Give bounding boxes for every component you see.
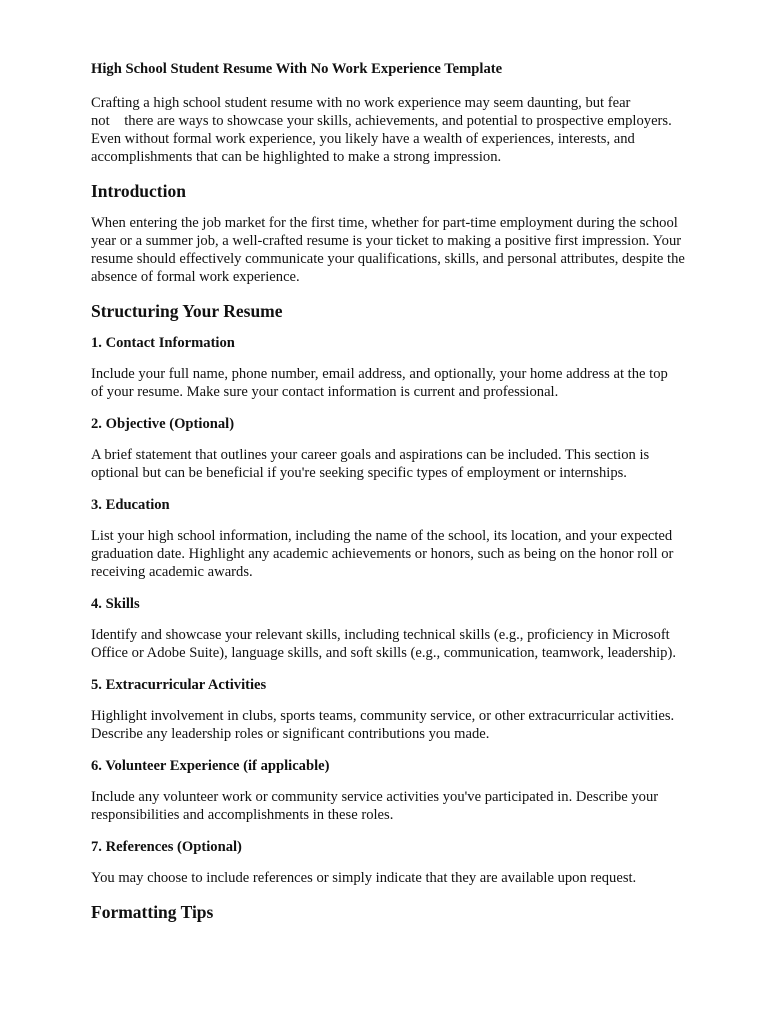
section-heading-references: 7. References (Optional) (91, 839, 242, 855)
text-line: Describe any leadership roles or significant contributions you made. (91, 726, 490, 742)
section-heading-objective: 2. Objective (Optional) (91, 416, 235, 432)
section-heading-education: 3. Education (91, 497, 170, 513)
text-line: year or a summer job, a well-crafted resume is your ticket to making a positive first impression. Your (91, 233, 682, 249)
section-paragraph-extracurricular (91, 707, 731, 743)
section-paragraph-skills (91, 626, 731, 662)
text-line: You may choose to include references or simply indicate that they are available upon request. (91, 870, 637, 886)
document-title: High School Student Resume With No Work Experience Template (91, 61, 503, 77)
intro-paragraph (91, 94, 731, 166)
text-line: absence of formal work experience. (91, 269, 300, 285)
section-paragraph-contact (91, 365, 731, 401)
section-heading-volunteer: 6. Volunteer Experience (if applicable) (91, 758, 330, 774)
text-line: of your resume. Make sure your contact information is current and professional. (91, 384, 559, 400)
text-line: Even without formal work experience, you likely have a wealth of experiences, interests, and (91, 131, 635, 147)
text-line: Identify and showcase your relevant skills, including technical skills (e.g., proficiency in Microsoft (91, 627, 670, 643)
text-line: accomplishments that can be highlighted to make a strong impression. (91, 149, 502, 165)
structuring-heading: Structuring Your Resume (91, 301, 283, 321)
text-line: optional but can be beneficial if you're seeking specific types of employment or internships. (91, 465, 627, 481)
section-paragraph-education (91, 527, 731, 581)
section-paragraph-objective (91, 446, 731, 482)
section-paragraph-references (91, 869, 731, 887)
text-line: not there are ways to showcase your skills, achievements, and potential to prospective employers. (91, 113, 672, 129)
text-line: Include your full name, phone number, email address, and optionally, your home address at the top (91, 366, 668, 382)
text-line: Include any volunteer work or community service activities you've participated in. Describe your (91, 789, 659, 805)
text-line: graduation date. Highlight any academic achievements or honors, such as being on the honor roll or (91, 546, 674, 562)
section-paragraph-volunteer (91, 788, 731, 824)
text-line: A brief statement that outlines your career goals and aspirations can be included. This section is (91, 447, 650, 463)
text-line: responsibilities and accomplishments in these roles. (91, 807, 394, 823)
text-line: List your high school information, including the name of the school, its location, and your expected (91, 528, 673, 544)
text-line: Crafting a high school student resume with no work experience may seem daunting, but fear (91, 95, 631, 111)
section-heading-skills: 4. Skills (91, 596, 140, 612)
section-heading-extracurricular: 5. Extracurricular Activities (91, 677, 267, 693)
text-line: When entering the job market for the first time, whether for part-time employment during the school (91, 215, 678, 231)
text-line: Highlight involvement in clubs, sports teams, community service, or other extracurricular activities. (91, 708, 675, 724)
text-line: receiving academic awards. (91, 564, 253, 580)
introduction-heading: Introduction (91, 181, 186, 201)
formatting-tips-heading: Formatting Tips (91, 902, 214, 922)
section-heading-contact: 1. Contact Information (91, 335, 235, 351)
text-line: Office or Adobe Suite), language skills, and soft skills (e.g., communication, teamwork, leadership). (91, 645, 676, 661)
introduction-paragraph (91, 214, 731, 286)
text-line: resume should effectively communicate your qualifications, skills, and personal attributes, despite the (91, 251, 685, 267)
